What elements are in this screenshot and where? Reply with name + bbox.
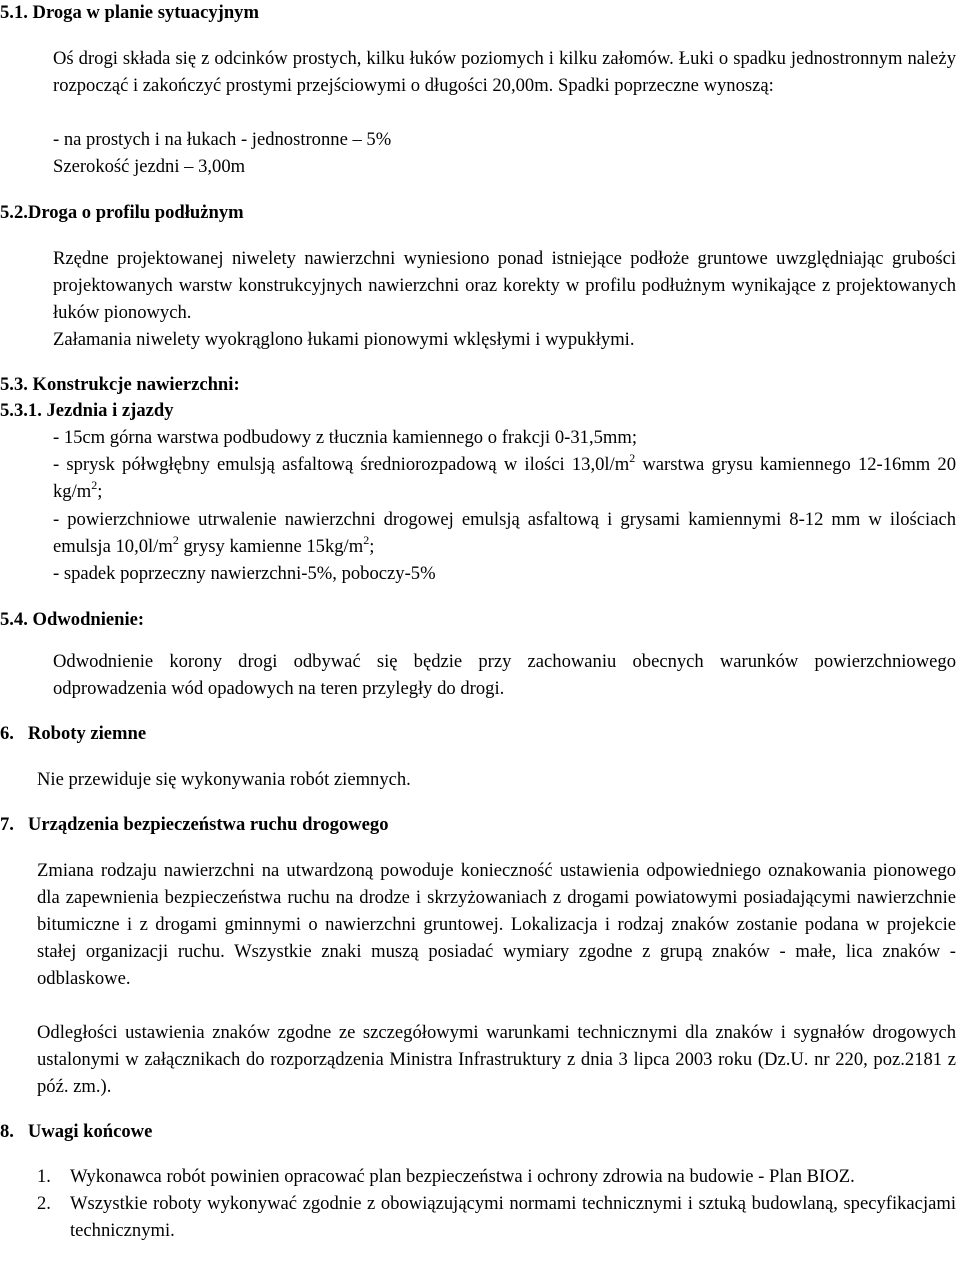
list-item xyxy=(37,1163,956,1190)
paragraph-5-1 xyxy=(53,45,956,99)
layer-line-4: - spadek poprzeczny nawierzchni-5%, poboczy-5% xyxy=(53,563,436,584)
list-item-number: 2. xyxy=(37,1193,51,1214)
final-remarks-list xyxy=(37,1163,956,1244)
layer-line-3 xyxy=(53,506,956,560)
width-line: Szerokość jezdni – 3,00m xyxy=(53,156,246,177)
heading-6: 6. Roboty ziemne xyxy=(0,723,147,744)
paragraph-5-2-b: Załamania niwelety wyokrąglono łukami pionowymi wklęsłymi i wypukłymi. xyxy=(53,329,635,350)
superscript: 2 xyxy=(629,451,636,465)
layer-line-2-b: warstwa grysu kamiennego 12-16mm 20 kg/m xyxy=(53,454,956,502)
list-item xyxy=(37,1190,956,1244)
superscript: 2 xyxy=(172,533,179,547)
heading-5-2: 5.2.Droga o profilu podłużnym xyxy=(0,202,244,223)
paragraph-7-b: Odległości ustawienia znaków zgodne ze szczegółowymi warunkami technicznymi dla znaków i sygnałów drogowych ustalonymi w załącznikach do rozporządzenia Ministra Infrastruktury z dnia 3 lipca 2003 roku (Dz.U. nr 220, poz.2181 z póź. zm.). xyxy=(37,1022,956,1097)
superscript: 2 xyxy=(363,533,370,547)
superscript: 2 xyxy=(91,478,98,492)
paragraph-5-2: Rzędne projektowanej niwelety nawierzchni wyniesiono ponad istniejące podłoże gruntowe uwzględniając grubości projektowanych warstw konstrukcyjnych nawierzchni oraz korekty w profilu podłużnym wynikające z projektowanych łuków pionowych. xyxy=(53,248,956,323)
heading-8: 8. Uwagi końcowe xyxy=(0,1121,153,1142)
heading-5-4: 5.4. Odwodnienie: xyxy=(0,609,145,630)
road-axis-text: Oś drogi składa się z odcinków prostych, kilku łuków poziomych i kilku załomów. Łuki o spadku jednostronnym należy rozpocząć i zakończyć prostymi przejściowymi o długości 20,00m. Spadki poprzeczne wynoszą: xyxy=(53,48,956,96)
heading-5-3: 5.3. Konstrukcje nawierzchni: xyxy=(0,374,240,395)
paragraph-6: Nie przewiduje się wykonywania robót ziemnych. xyxy=(37,769,411,790)
layer-line-3-a: - powierzchniowe utrwalenie nawierzchni drogowej emulsją asfaltową i grysami kamiennymi 8-12 mm w ilościach emulsja 10,0l/m xyxy=(53,509,956,557)
heading-7: 7. Urządzenia bezpieczeństwa ruchu drogowego xyxy=(0,814,389,835)
list-item-text: Wszystkie roboty wykonywać zgodnie z obowiązującymi normami technicznymi i sztuką budowlaną, specyfikacjami technicznymi. xyxy=(70,1193,956,1241)
layer-line-3-c: ; xyxy=(369,536,375,557)
slope-line: - na prostych i na łukach - jednostronne – 5% xyxy=(53,129,392,150)
layer-line-2-c: ; xyxy=(97,481,103,502)
heading-5-1: 5.1. Droga w planie sytuacyjnym xyxy=(0,2,259,23)
paragraph-5-4: Odwodnienie korony drogi odbywać się będzie przy zachowaniu obecnych warunków powierzchniowego odprowadzenia wód opadowych na teren przyległy do drogi. xyxy=(53,651,956,699)
layer-line-3-b: grysy kamienne 15kg/m xyxy=(178,536,364,557)
list-item-text: Wykonawca robót powinien opracować plan bezpieczeństwa i ochrony zdrowia na budowie - Plan BIOZ. xyxy=(70,1166,855,1187)
layer-line-2-a: - sprysk półwgłębny emulsją asfaltową średniorozpadową w ilości 13,0l/m xyxy=(53,454,630,475)
heading-5-3-1: 5.3.1. Jezdnia i zjazdy xyxy=(0,400,174,421)
layer-line-1: - 15cm górna warstwa podbudowy z tłucznia kamiennego o frakcji 0-31,5mm; xyxy=(53,427,637,448)
paragraph-7-a: Zmiana rodzaju nawierzchni na utwardzoną powoduje konieczność ustawienia odpowiedniego oznakowania pionowego dla zapewnienia bezpieczeństwa ruchu na drodze i skrzyżowaniach z drogami powiatowymi posiadającymi nawierzchnie bitumiczne i z drogami gminnymi o nawierzchni gruntowej. Lokalizacja i rodzaj znaków zostanie podana w projekcie stałej organizacji ruchu. Wszystkie znaki muszą posiadać wymiary zgodne z grupą znaków - małe, lica znaków - odblaskowe. xyxy=(37,860,956,989)
list-item-number: 1. xyxy=(37,1166,51,1187)
layer-line-2 xyxy=(53,451,956,505)
